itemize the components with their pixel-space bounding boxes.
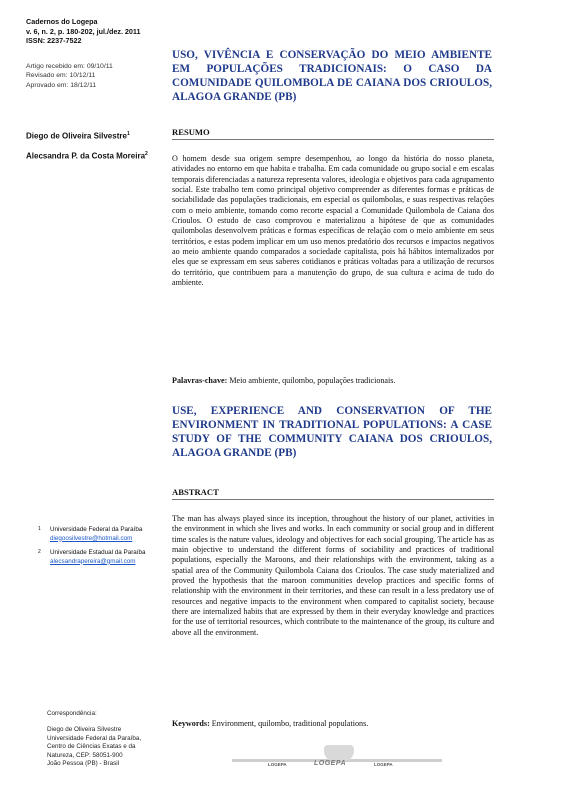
- logepa-logo-strip: [232, 745, 442, 775]
- footnote-1: [38, 526, 168, 543]
- date-approved: Aprovado em: 18/12/11: [26, 81, 97, 89]
- correspondence-line: Centro de Ciências Exatas e da: [47, 743, 136, 751]
- resumo-keywords: [172, 376, 494, 386]
- journal-issn: ISSN: 2237-7522: [26, 36, 82, 46]
- date-received: Artigo recebido em: 09/10/11: [26, 63, 113, 70]
- keywords-value: Environment, quilombo, traditional populations.: [209, 719, 369, 728]
- resumo-text: O homem desde sua origem sempre desempenhou, ao longo da história do nosso planeta, atividades no entorno em que habita e trabalha. Em cada comunidade ou grupo social e em escalas temporais diferenciadas a natureza representa valores, ideologia e objetivos para cada agrupamento social. Este trabalho tem como principal objetivo compreender as diferentes formas e práticas de sociabilidade das populações tradicionais, em especial os quilombolas, e suas respectivas relações com o meio ambiente, tomando como recorte espacial a Comunidade Quilombola de Caiana dos Crioulos. O estudo de caso comprovou e materializou a hipótese de que as comunidades quilombolas desenvolvem práticas e formas específicas de relação com o meio ambiente em seus territórios, e estas podem implicar em um uso menos predatório dos recursos e impactos negativos ao meio ambiente quando comparados a sociedade capitalista, pois há hábitos internalizados por eles que se expressam em seus saberes cotidianos e práticas voltadas para a utilização de recursos do território, que contribuem para a manutenção do grupo, de sua cultura e acima de tudo do ambiente.: [172, 154, 494, 288]
- author-name: Alecsandra P. da Costa Moreira: [26, 151, 146, 161]
- logo-right-text: LOGEPA: [374, 762, 393, 767]
- abstract-text: The man has always played since its inception, throughout the history of our planet, activities in the environment in which she lives and works. In each community or social group and in different time scales is the nature values, ideology and objectives for each social grouping. The article has as main objective to understand the different forms of sociability and practices of traditional populations, especially the Maroons, and their relationships with the environment, taking as a spatial area of the Community Quilombola Caiana dos Crioulos. The case study materialized and proved the hypothesis that the maroon communities develop practices and specific forms of relationship with the environment in their territories, and these can result in a less predatory use of resources and negative impacts to the environment when compared to capitalist society, because there are internalized habits that are expressed by them in their everyday knowledge and practices for the use of territorial resources, which contribute to the maintenance of the group, its culture and above all the environment.: [172, 514, 494, 637]
- correspondence-line: Diego de Oliveira Silvestre: [47, 726, 122, 734]
- abstract-keywords: [172, 719, 494, 729]
- footnote-number: 1: [38, 526, 41, 532]
- resumo-heading: RESUMO: [172, 127, 494, 140]
- logepa-seal-icon: [324, 745, 354, 761]
- footnote-institution: Universidade Estadual da Paraíba: [50, 549, 146, 557]
- logo-left-text: LOGEPA: [268, 762, 287, 767]
- date-revised: Revisado em: 10/12/11: [26, 72, 96, 80]
- author-mark: 1: [126, 131, 130, 137]
- journal-name: Cadernos do Logepa: [26, 17, 98, 26]
- correspondence-label: Correspondência:: [47, 710, 97, 717]
- keywords-label: Keywords:: [172, 719, 210, 728]
- keywords-value: Meio ambiente, quilombo, populações tradicionais.: [227, 376, 396, 385]
- title-english: USE, EXPERIENCE AND CONSERVATION OF THE ENVIRONMENT IN TRADITIONAL POPULATIONS: A CASE STUDY OF THE COMMUNITY CAIANA DOS CRIOULOS, ALAGOA GRANDE (PB): [172, 405, 492, 459]
- author-mark: 2: [145, 151, 148, 157]
- journal-info: [26, 17, 166, 46]
- correspondence-line: Universidade Federal da Paraíba,: [47, 734, 142, 742]
- footnotes: [38, 526, 168, 572]
- correspondence-line: João Pessoa (PB) - Brasil: [47, 760, 120, 768]
- footnote-2: [38, 549, 168, 566]
- correspondence: [47, 710, 167, 768]
- footnote-email-link[interactable]: diegoosilvestre@hotmail.com: [50, 534, 133, 542]
- journal-citation: v. 6, n. 2, p. 180-202, jul./dez. 2011: [26, 26, 141, 36]
- footnote-email-link[interactable]: alecsandrapereira@gmail.com: [50, 557, 136, 565]
- keywords-label: Palavras-chave:: [172, 376, 228, 385]
- footnote-number: 2: [38, 549, 41, 556]
- author-name: Diego de Oliveira Silvestre: [26, 131, 127, 141]
- title-portuguese: USO, VIVÊNCIA E CONSERVAÇÃO DO MEIO AMBIENTE EM POPULAÇÕES TRADICIONAIS: O CASO DA COMUNIDADE QUILOMBOLA DE CAIANA DOS CRIOULOS, ALAGOA GRANDE (PB): [172, 49, 492, 103]
- author-2: [26, 151, 148, 161]
- correspondence-line: Natureza, CEP: 58051-900: [47, 751, 123, 759]
- logo-center-text: LOGEPA: [314, 760, 347, 767]
- footnote-institution: Universidade Federal da Paraíba: [50, 526, 143, 533]
- abstract-heading: ABSTRACT: [172, 487, 494, 500]
- article-dates: [26, 62, 166, 90]
- author-1: [26, 131, 130, 141]
